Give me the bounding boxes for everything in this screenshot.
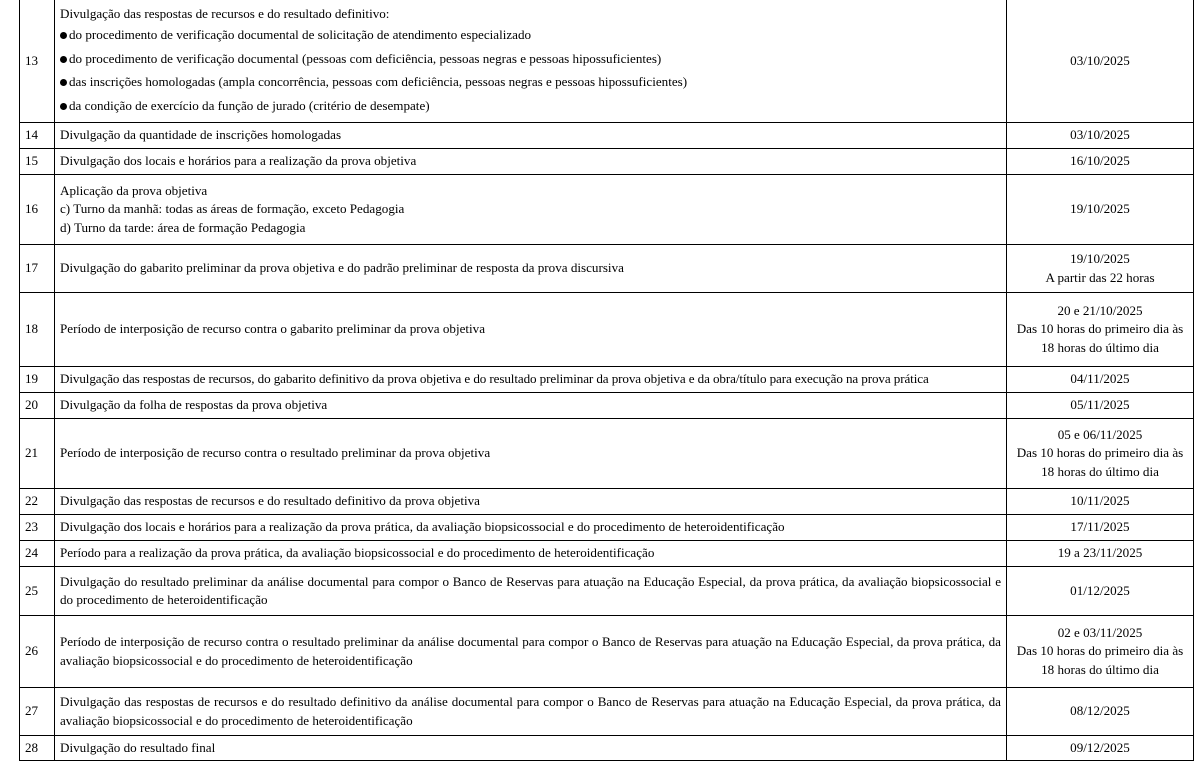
row-number: 23 (20, 515, 55, 541)
row-date: 19/10/2025 A partir das 22 horas (1007, 245, 1194, 293)
row-description: Divulgação das respostas de recursos, do gabarito definitivo da prova objetiva e do resultado preliminar da prova objetiva e da obra/título para execução na prova prática (55, 367, 1007, 393)
row-description: Divulgação dos locais e horários para a realização da prova prática, da avaliação biopsicossocial e do procedimento de heteroidentificação (55, 515, 1007, 541)
row-number: 27 (20, 688, 55, 736)
row-date: 17/11/2025 (1007, 515, 1194, 541)
table-row (20, 541, 1194, 567)
bullet-icon (60, 103, 67, 110)
table-row (20, 0, 1194, 123)
row-number: 18 (20, 293, 55, 367)
row-number: 24 (20, 541, 55, 567)
row-number: 20 (20, 393, 55, 419)
table-row (20, 736, 1194, 761)
table-row (20, 616, 1194, 688)
bullet-icon (60, 79, 67, 86)
row-number: 19 (20, 367, 55, 393)
list-item: do procedimento de verificação documental (pessoas com deficiência, pessoas negras e pessoas hipossuficientes) (60, 47, 1001, 71)
table-row (20, 567, 1194, 616)
row-date: 19/10/2025 (1007, 175, 1194, 245)
row-description: Período de interposição de recurso contra o resultado preliminar da prova objetiva (55, 419, 1007, 489)
row-description: Divulgação do resultado preliminar da análise documental para compor o Banco de Reservas para atuação na Educação Especial, da prova prática, da avaliação biopsicossocial e do procedimento de heteroidentificação (55, 567, 1007, 616)
row-date: 19 a 23/11/2025 (1007, 541, 1194, 567)
row-date: 01/12/2025 (1007, 567, 1194, 616)
row-number: 14 (20, 123, 55, 149)
row-description: Divulgação das respostas de recursos e do resultado definitivo da prova objetiva (55, 489, 1007, 515)
row-date: 04/11/2025 (1007, 367, 1194, 393)
row-date: 05 e 06/11/2025 Das 10 horas do primeiro dia às 18 horas do último dia (1007, 419, 1194, 489)
table-row (20, 489, 1194, 515)
table-row (20, 293, 1194, 367)
row-description (55, 175, 1007, 245)
row-description: Divulgação dos locais e horários para a realização da prova objetiva (55, 149, 1007, 175)
table-row (20, 393, 1194, 419)
table-row (20, 175, 1194, 245)
row-date: 10/11/2025 (1007, 489, 1194, 515)
list-item: do procedimento de verificação documental de solicitação de atendimento especializado (60, 23, 1001, 47)
row-description (55, 0, 1007, 123)
row-description: Divulgação do gabarito preliminar da prova objetiva e do padrão preliminar de resposta da prova discursiva (55, 245, 1007, 293)
schedule-table (19, 0, 1194, 761)
row-number: 26 (20, 616, 55, 688)
schedule-page (19, 0, 1193, 761)
row-date: 03/10/2025 (1007, 0, 1194, 123)
row-date: 08/12/2025 (1007, 688, 1194, 736)
row-number: 22 (20, 489, 55, 515)
table-row (20, 123, 1194, 149)
table-row (20, 688, 1194, 736)
row-date: 02 e 03/11/2025 Das 10 horas do primeiro dia às 18 horas do último dia (1007, 616, 1194, 688)
row-description: Período de interposição de recurso contra o resultado preliminar da análise documental para compor o Banco de Reservas para atuação na Educação Especial, da prova prática, da avaliação biopsicossocial e do procedimento de heteroidentificação (55, 616, 1007, 688)
row-intro: Divulgação das respostas de recursos e do resultado definitivo: (60, 5, 390, 21)
row-line: d) Turno da tarde: área de formação Pedagogia (60, 219, 306, 235)
row-description: Divulgação da folha de respostas da prova objetiva (55, 393, 1007, 419)
row-number: 16 (20, 175, 55, 245)
row-number: 28 (20, 736, 55, 761)
bullet-icon (60, 56, 67, 63)
row-date: 16/10/2025 (1007, 149, 1194, 175)
row-line: c) Turno da manhã: todas as áreas de formação, exceto Pedagogia (60, 201, 405, 217)
table-row (20, 367, 1194, 393)
table-row (20, 515, 1194, 541)
row-description: Divulgação da quantidade de inscrições homologadas (55, 123, 1007, 149)
row-number: 15 (20, 149, 55, 175)
row-date: 09/12/2025 (1007, 736, 1194, 761)
row-description: Período para a realização da prova prática, da avaliação biopsicossocial e do procedimento de heteroidentificação (55, 541, 1007, 567)
row-description: Período de interposição de recurso contra o gabarito preliminar da prova objetiva (55, 293, 1007, 367)
table-row (20, 149, 1194, 175)
row-number: 21 (20, 419, 55, 489)
table-row (20, 245, 1194, 293)
row-date: 05/11/2025 (1007, 393, 1194, 419)
row-description: Divulgação do resultado final (55, 736, 1007, 761)
row-date: 20 e 21/10/2025 Das 10 horas do primeiro dia às 18 horas do último dia (1007, 293, 1194, 367)
row-number: 25 (20, 567, 55, 616)
row-number: 13 (20, 0, 55, 123)
row-number: 17 (20, 245, 55, 293)
row-line: Aplicação da prova objetiva (60, 182, 208, 198)
list-item: da condição de exercício da função de jurado (critério de desempate) (60, 94, 1001, 118)
row-description: Divulgação das respostas de recursos e do resultado definitivo da análise documental para compor o Banco de Reservas para atuação na Educação Especial, da prova prática, da avaliação biopsicossocial e do procedimento de heteroidentificação (55, 688, 1007, 736)
row-date: 03/10/2025 (1007, 123, 1194, 149)
list-item: das inscrições homologadas (ampla concorrência, pessoas com deficiência, pessoas negras e pessoas hipossuficientes) (60, 70, 1001, 94)
table-row (20, 419, 1194, 489)
bullet-icon (60, 32, 67, 39)
